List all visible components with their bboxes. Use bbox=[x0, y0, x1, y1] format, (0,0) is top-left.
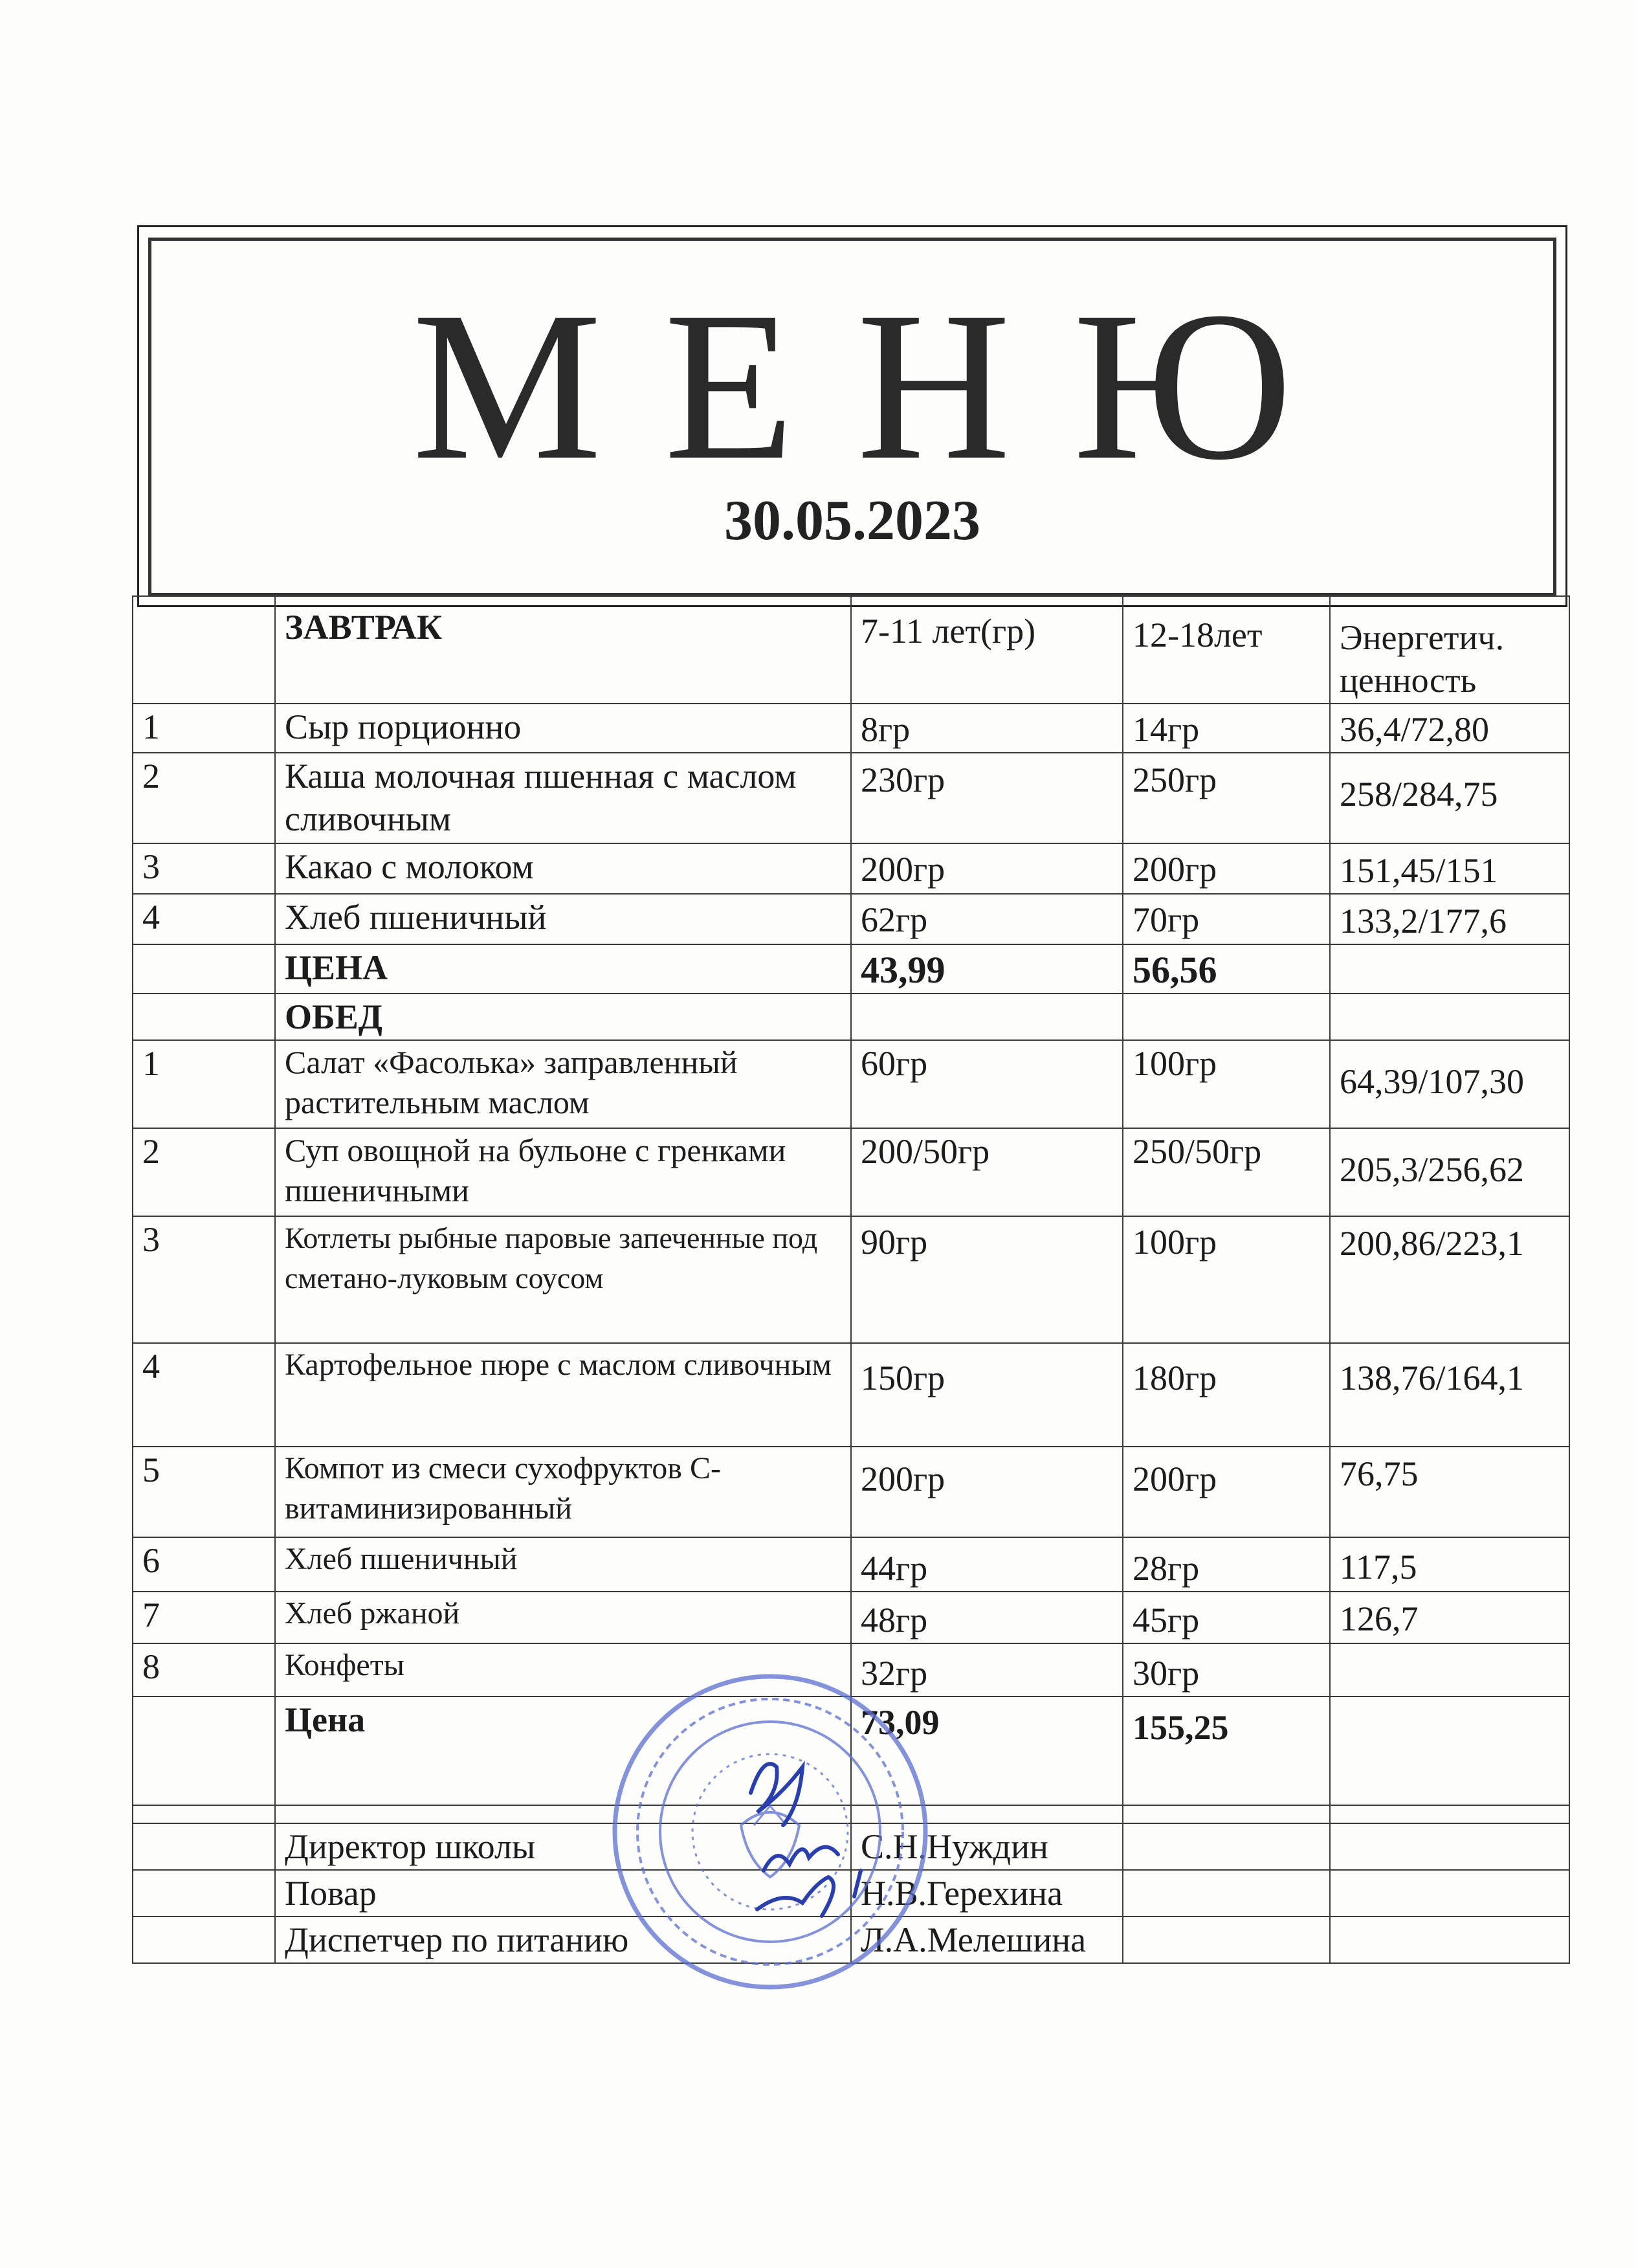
empty-cell bbox=[1330, 1823, 1569, 1870]
header-num-cell bbox=[133, 596, 275, 704]
table-row bbox=[133, 1040, 1569, 1128]
portion-age2: 200гр bbox=[1123, 843, 1330, 894]
stamp-emblem-icon bbox=[741, 1812, 799, 1877]
row-number: 4 bbox=[133, 894, 275, 944]
portion-age1: 8гр bbox=[851, 704, 1123, 753]
title-letter: Ю bbox=[1073, 268, 1293, 504]
empty-cell bbox=[851, 994, 1123, 1040]
empty-cell bbox=[1330, 1870, 1569, 1917]
menu-title bbox=[151, 268, 1553, 504]
empty-cell bbox=[1123, 1917, 1330, 1963]
portion-age1: 90гр bbox=[851, 1216, 1123, 1343]
breakfast-heading: ЗАВТРАК bbox=[275, 596, 851, 704]
empty-cell bbox=[133, 1805, 275, 1823]
energy-value: 151,45/151 bbox=[1330, 843, 1569, 894]
portion-age1: 32гр bbox=[851, 1643, 1123, 1696]
portion-age2: 70гр bbox=[1123, 894, 1330, 944]
age2-header: 12-18лет bbox=[1123, 596, 1330, 704]
dish-name: Сыр порционно bbox=[275, 704, 851, 753]
portion-age2: 250гр bbox=[1123, 753, 1330, 843]
stamp-inner-ring bbox=[692, 1754, 848, 1909]
dish-name: Какао с молоком bbox=[275, 843, 851, 894]
breakfast-price-label: ЦЕНА bbox=[275, 944, 851, 994]
table-row bbox=[133, 843, 1569, 894]
portion-age2: 14гр bbox=[1123, 704, 1330, 753]
energy-value: 76,75 bbox=[1330, 1447, 1569, 1537]
empty-cell bbox=[133, 1823, 275, 1870]
menu-date: 30.05.2023 bbox=[724, 489, 980, 552]
dish-name: Картофельное пюре с маслом сливочным bbox=[275, 1343, 851, 1447]
energy-value: 117,5 bbox=[1330, 1537, 1569, 1592]
empty-cell bbox=[1330, 1805, 1569, 1823]
lunch-price-age2: 155,25 bbox=[1123, 1696, 1330, 1805]
table-row bbox=[133, 894, 1569, 944]
signature-name: С.Н.Нуждин bbox=[851, 1823, 1123, 1870]
row-number: 6 bbox=[133, 1537, 275, 1592]
table-row bbox=[133, 704, 1569, 753]
row-number: 1 bbox=[133, 1040, 275, 1128]
dish-name: Хлеб пшеничный bbox=[275, 1537, 851, 1592]
dish-name: Каша молочная пшенная с маслом сливочным bbox=[275, 753, 851, 843]
empty-cell bbox=[133, 994, 275, 1040]
empty-cell bbox=[1330, 994, 1569, 1040]
portion-age1: 200/50гр bbox=[851, 1128, 1123, 1216]
portion-age2: 100гр bbox=[1123, 1040, 1330, 1128]
empty-cell bbox=[1123, 1805, 1330, 1823]
handwritten-signature-icon bbox=[751, 1764, 861, 1916]
stamp-middle-ring bbox=[660, 1722, 880, 1942]
portion-age2: 28гр bbox=[1123, 1537, 1330, 1592]
portion-age1: 200гр bbox=[851, 1447, 1123, 1537]
portion-age2: 45гр bbox=[1123, 1592, 1330, 1643]
portion-age1: 230гр bbox=[851, 753, 1123, 843]
portion-age1: 48гр bbox=[851, 1592, 1123, 1643]
dish-name: Хлеб ржаной bbox=[275, 1592, 851, 1643]
signature-name: Л.А.Мелешина bbox=[851, 1917, 1123, 1963]
row-number: 7 bbox=[133, 1592, 275, 1643]
table-row bbox=[133, 1537, 1569, 1592]
portion-age2: 30гр bbox=[1123, 1643, 1330, 1696]
empty-cell bbox=[1123, 1870, 1330, 1917]
energy-value: 200,86/223,1 bbox=[1330, 1216, 1569, 1343]
table-row bbox=[133, 1216, 1569, 1343]
dish-name: Хлеб пшеничный bbox=[275, 894, 851, 944]
header-row bbox=[133, 596, 1569, 704]
signature-role: Повар bbox=[275, 1870, 851, 1917]
energy-value: 126,7 bbox=[1330, 1592, 1569, 1643]
lunch-heading-row bbox=[133, 994, 1569, 1040]
table-row bbox=[133, 1447, 1569, 1537]
row-number: 2 bbox=[133, 1128, 275, 1216]
signature-role: Директор школы bbox=[275, 1823, 851, 1870]
empty-cell bbox=[133, 1696, 275, 1805]
breakfast-price-age1: 43,99 bbox=[851, 944, 1123, 994]
portion-age1: 62гр bbox=[851, 894, 1123, 944]
breakfast-price-age2: 56,56 bbox=[1123, 944, 1330, 994]
title-letter: Е bbox=[664, 268, 795, 504]
energy-value: 36,4/72,80 bbox=[1330, 704, 1569, 753]
energy-value: 138,76/164,1 bbox=[1330, 1343, 1569, 1447]
portion-age1: 200гр bbox=[851, 843, 1123, 894]
portion-age2: 200гр bbox=[1123, 1447, 1330, 1537]
row-number: 4 bbox=[133, 1343, 275, 1447]
lunch-price-age1: 73,09 bbox=[851, 1696, 1123, 1805]
empty-cell bbox=[1123, 994, 1330, 1040]
portion-age2: 180гр bbox=[1123, 1343, 1330, 1447]
breakfast-price-row bbox=[133, 944, 1569, 994]
dish-name: Салат «Фасолька» заправленный растительным маслом bbox=[275, 1040, 851, 1128]
table-row bbox=[133, 1592, 1569, 1643]
empty-cell bbox=[1123, 1823, 1330, 1870]
energy-value: 64,39/107,30 bbox=[1330, 1040, 1569, 1128]
energy-header: Энергетич. ценность bbox=[1330, 596, 1569, 704]
portion-age1: 60гр bbox=[851, 1040, 1123, 1128]
table-row bbox=[133, 1128, 1569, 1216]
portion-age1: 150гр bbox=[851, 1343, 1123, 1447]
energy-value: 205,3/256,62 bbox=[1330, 1128, 1569, 1216]
dish-name: Конфеты bbox=[275, 1643, 851, 1696]
title-box bbox=[137, 225, 1567, 607]
dish-name: Суп овощной на бульоне с гренками пшеничными bbox=[275, 1128, 851, 1216]
row-number: 3 bbox=[133, 843, 275, 894]
energy-value bbox=[1330, 1643, 1569, 1696]
empty-cell bbox=[1330, 944, 1569, 994]
official-stamp-seal bbox=[602, 1663, 938, 2000]
portion-age2: 100гр bbox=[1123, 1216, 1330, 1343]
lunch-heading: ОБЕД bbox=[275, 994, 851, 1040]
empty-cell bbox=[133, 1917, 275, 1963]
dish-name: Компот из смеси сухофруктов С-витаминизированный bbox=[275, 1447, 851, 1537]
title-letter: М bbox=[412, 268, 602, 504]
stamp-text-ring bbox=[637, 1699, 903, 1964]
age1-header: 7-11 лет(гр) bbox=[851, 596, 1123, 704]
row-number: 3 bbox=[133, 1216, 275, 1343]
table-row bbox=[133, 753, 1569, 843]
signature-name: Н.В.Герехина bbox=[851, 1870, 1123, 1917]
row-number: 8 bbox=[133, 1643, 275, 1696]
signature-role: Диспетчер по питанию bbox=[275, 1917, 851, 1963]
row-number: 1 bbox=[133, 704, 275, 753]
table-row bbox=[133, 1343, 1569, 1447]
row-number: 2 bbox=[133, 753, 275, 843]
dish-name: Котлеты рыбные паровые запеченные под сметано-луковым соусом bbox=[275, 1216, 851, 1343]
empty-cell bbox=[133, 1870, 275, 1917]
energy-value: 133,2/177,6 bbox=[1330, 894, 1569, 944]
title-box-inner bbox=[148, 238, 1556, 596]
title-letter: Н bbox=[856, 268, 1011, 504]
row-number: 5 bbox=[133, 1447, 275, 1537]
empty-cell bbox=[133, 944, 275, 994]
portion-age2: 250/50гр bbox=[1123, 1128, 1330, 1216]
empty-cell bbox=[1330, 1696, 1569, 1805]
lunch-price-label: Цена bbox=[275, 1696, 851, 1805]
empty-cell bbox=[1330, 1917, 1569, 1963]
portion-age1: 44гр bbox=[851, 1537, 1123, 1592]
energy-value: 258/284,75 bbox=[1330, 753, 1569, 843]
